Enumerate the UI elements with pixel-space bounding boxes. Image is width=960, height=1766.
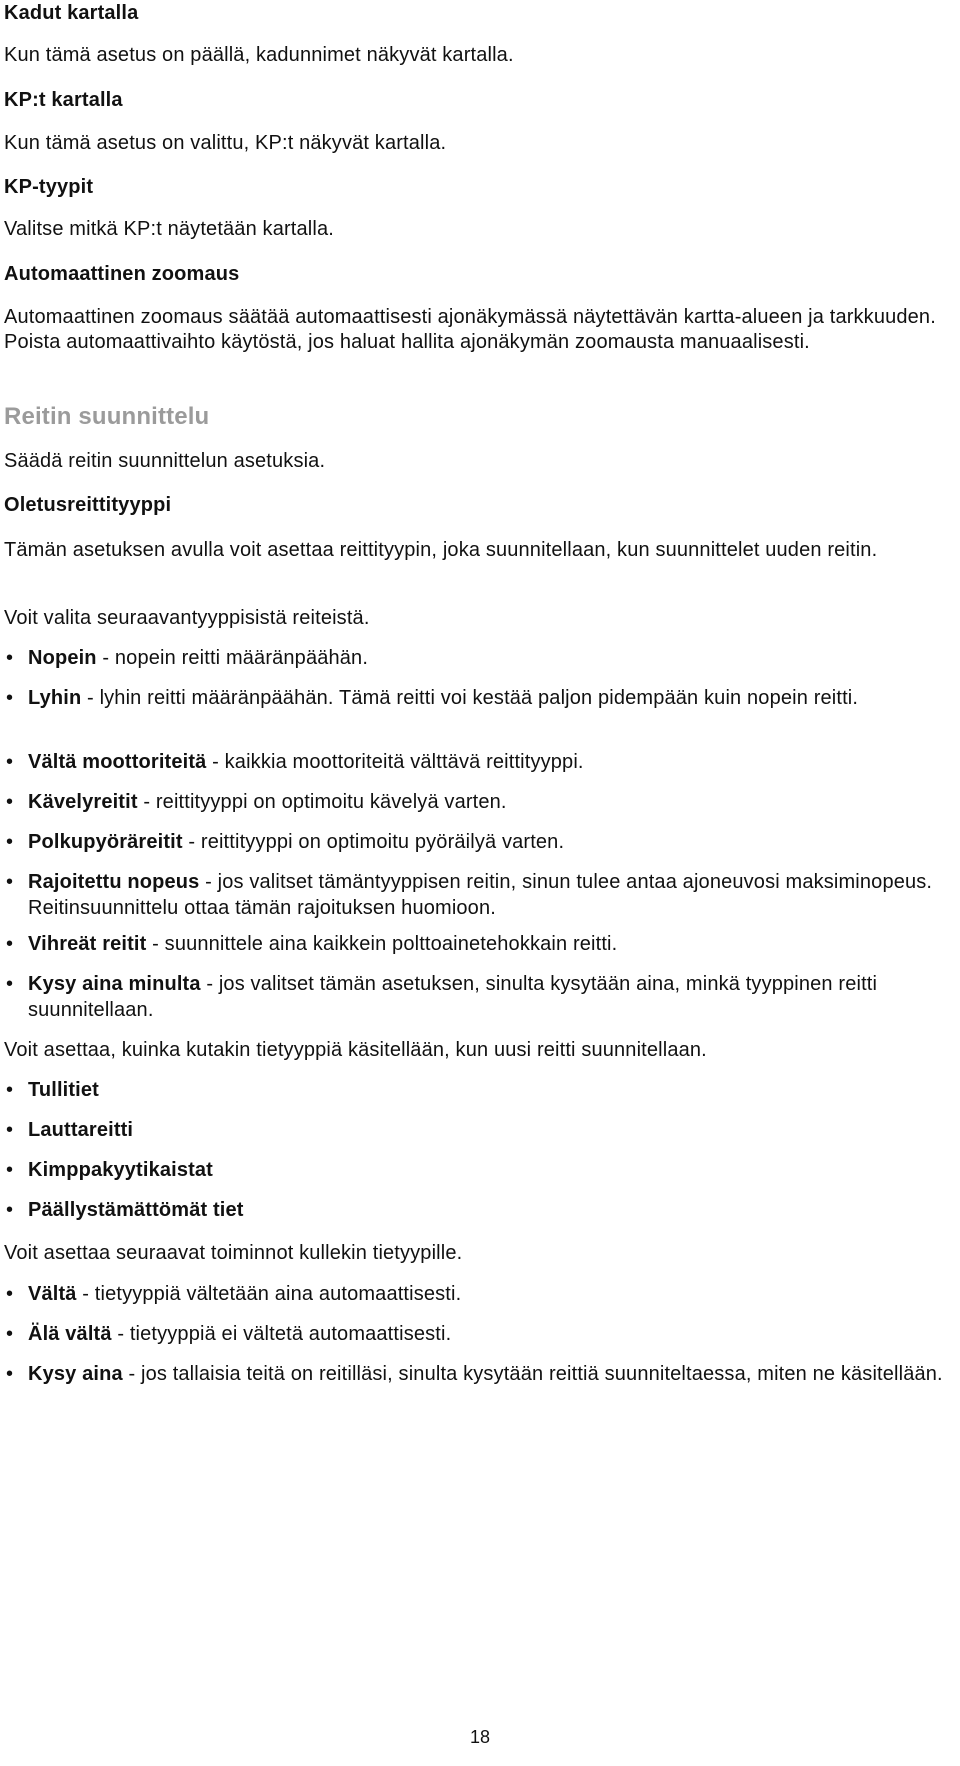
list-item-desc: - jos valitset tämän asetuksen, sinulta kysytään aina, minkä tyyppinen reitti suunnitellaan.	[28, 973, 878, 1021]
actions-text: Voit asettaa seuraavat toiminnot kullekin tietyypille.	[4, 1242, 463, 1264]
list-item-desc: - jos valitset tämäntyyppisen reitin, sinun tulee antaa ajoneuvosi maksiminopeus. Reitinsuunnittelu ottaa tämän rajoituksen huomioon.	[28, 871, 933, 919]
bullet-icon: •	[6, 1159, 14, 1181]
poi-text: Kun tämä asetus on valittu, KP:t näkyvät kartalla.	[4, 132, 447, 154]
list-item-term: Kysy aina minulta	[28, 973, 201, 995]
list-item	[4, 1157, 948, 1183]
bullet-icon: •	[6, 1283, 14, 1305]
list-item-desc: - tietyyppiä ei vältetä automaattisesti.	[111, 1323, 452, 1345]
list-item-term: Nopein	[28, 647, 97, 669]
list-item	[4, 789, 948, 815]
choose-text: Voit valita seuraavantyyppisistä reiteistä.	[4, 607, 370, 629]
list-item	[4, 1117, 948, 1143]
bullet-icon: •	[6, 1323, 14, 1345]
bullet-icon: •	[6, 751, 14, 773]
road-type-label: Päällystämättömät tiet	[28, 1199, 244, 1221]
road-type-label: Kimppakyytikaistat	[28, 1159, 213, 1181]
list-item	[4, 645, 948, 671]
street-names-heading: Kadut kartalla	[4, 2, 139, 24]
list-item-desc: - tietyyppiä vältetään aina automaattisesti.	[76, 1283, 462, 1305]
section-title: Reitin suunnittelu	[4, 403, 210, 430]
list-item	[4, 1281, 948, 1307]
bullet-icon: •	[6, 647, 14, 669]
list-item	[4, 829, 948, 855]
autozoom-text: Automaattinen zoomaus säätää automaattisesti ajonäkymässä näytettävän kartta-alueen ja tarkkuuden. Poista automaattivaihto käytöstä, jos haluat hallita ajonäkymän zoomausta manuaalisesti.	[4, 306, 936, 353]
list-item-desc: - reittityyppi on optimoitu kävelyä varten.	[137, 791, 507, 813]
poi-types-text: Valitse mitkä KP:t näytetään kartalla.	[4, 218, 334, 240]
list-item-desc: - lyhin reitti määränpäähän. Tämä reitti voi kestää paljon pidempään kuin nopein reitti.	[81, 687, 859, 709]
road-type-label: Lauttareitti	[28, 1119, 134, 1141]
bullet-icon: •	[6, 1079, 14, 1101]
bullet-icon: •	[6, 1119, 14, 1141]
list-item-desc: - kaikkia moottoriteitä välttävä reittityyppi.	[206, 751, 584, 773]
list-item-term: Vihreät reitit	[28, 933, 147, 955]
list-item	[4, 1197, 948, 1223]
list-item-term: Lyhin	[28, 687, 82, 709]
list-item	[4, 749, 948, 775]
bullet-icon: •	[6, 687, 14, 709]
default-route-text: Tämän asetuksen avulla voit asettaa reittityypin, joka suunnitellaan, kun suunnittelet uuden reitin.	[4, 539, 878, 561]
list-item-desc: - jos tallaisia teitä on reitilläsi, sinulta kysytään reittiä suunniteltaessa, miten ne käsitellään.	[122, 1363, 943, 1385]
bullet-icon: •	[6, 933, 14, 955]
list-item	[4, 869, 948, 921]
list-item	[4, 931, 948, 957]
page-number: 18	[469, 1727, 491, 1747]
poi-types-heading: KP-tyypit	[4, 176, 94, 198]
bullet-icon: •	[6, 791, 14, 813]
list-item	[4, 1321, 948, 1347]
bullet-icon: •	[6, 1199, 14, 1221]
list-item-term: Polkupyöräreitit	[28, 831, 183, 853]
bullet-icon: •	[6, 831, 14, 853]
list-item	[4, 1361, 948, 1387]
list-item-term: Kävelyreitit	[28, 791, 138, 813]
list-item-term: Älä vältä	[28, 1323, 112, 1345]
autozoom-heading: Automaattinen zoomaus	[4, 263, 240, 285]
route-planning-intro: Säädä reitin suunnittelun asetuksia.	[4, 450, 326, 472]
bullet-icon: •	[6, 1363, 14, 1385]
list-item-desc: - reittityyppi on optimoitu pyöräilyä varten.	[182, 831, 565, 853]
list-item	[4, 685, 948, 711]
list-item	[4, 971, 948, 1023]
list-item-term: Kysy aina	[28, 1363, 123, 1385]
bullet-icon: •	[6, 871, 14, 893]
road-type-label: Tullitiet	[28, 1079, 99, 1101]
street-names-text: Kun tämä asetus on päällä, kadunnimet näkyvät kartalla.	[4, 44, 514, 66]
list-item-term: Vältä moottoriteitä	[28, 751, 207, 773]
list-item-term: Rajoitettu nopeus	[28, 871, 200, 893]
poi-heading: KP:t kartalla	[4, 89, 123, 111]
list-item-term: Vältä	[28, 1283, 77, 1305]
default-route-heading: Oletusreittityyppi	[4, 494, 172, 516]
list-item-desc: - suunnittele aina kaikkein polttoainetehokkain reitti.	[146, 933, 618, 955]
list-item-desc: - nopein reitti määränpäähän.	[96, 647, 369, 669]
list-item	[4, 1077, 948, 1103]
road-types-text: Voit asettaa, kuinka kutakin tietyyppiä käsitellään, kun uusi reitti suunnitellaan.	[4, 1039, 707, 1061]
bullet-icon: •	[6, 973, 14, 995]
